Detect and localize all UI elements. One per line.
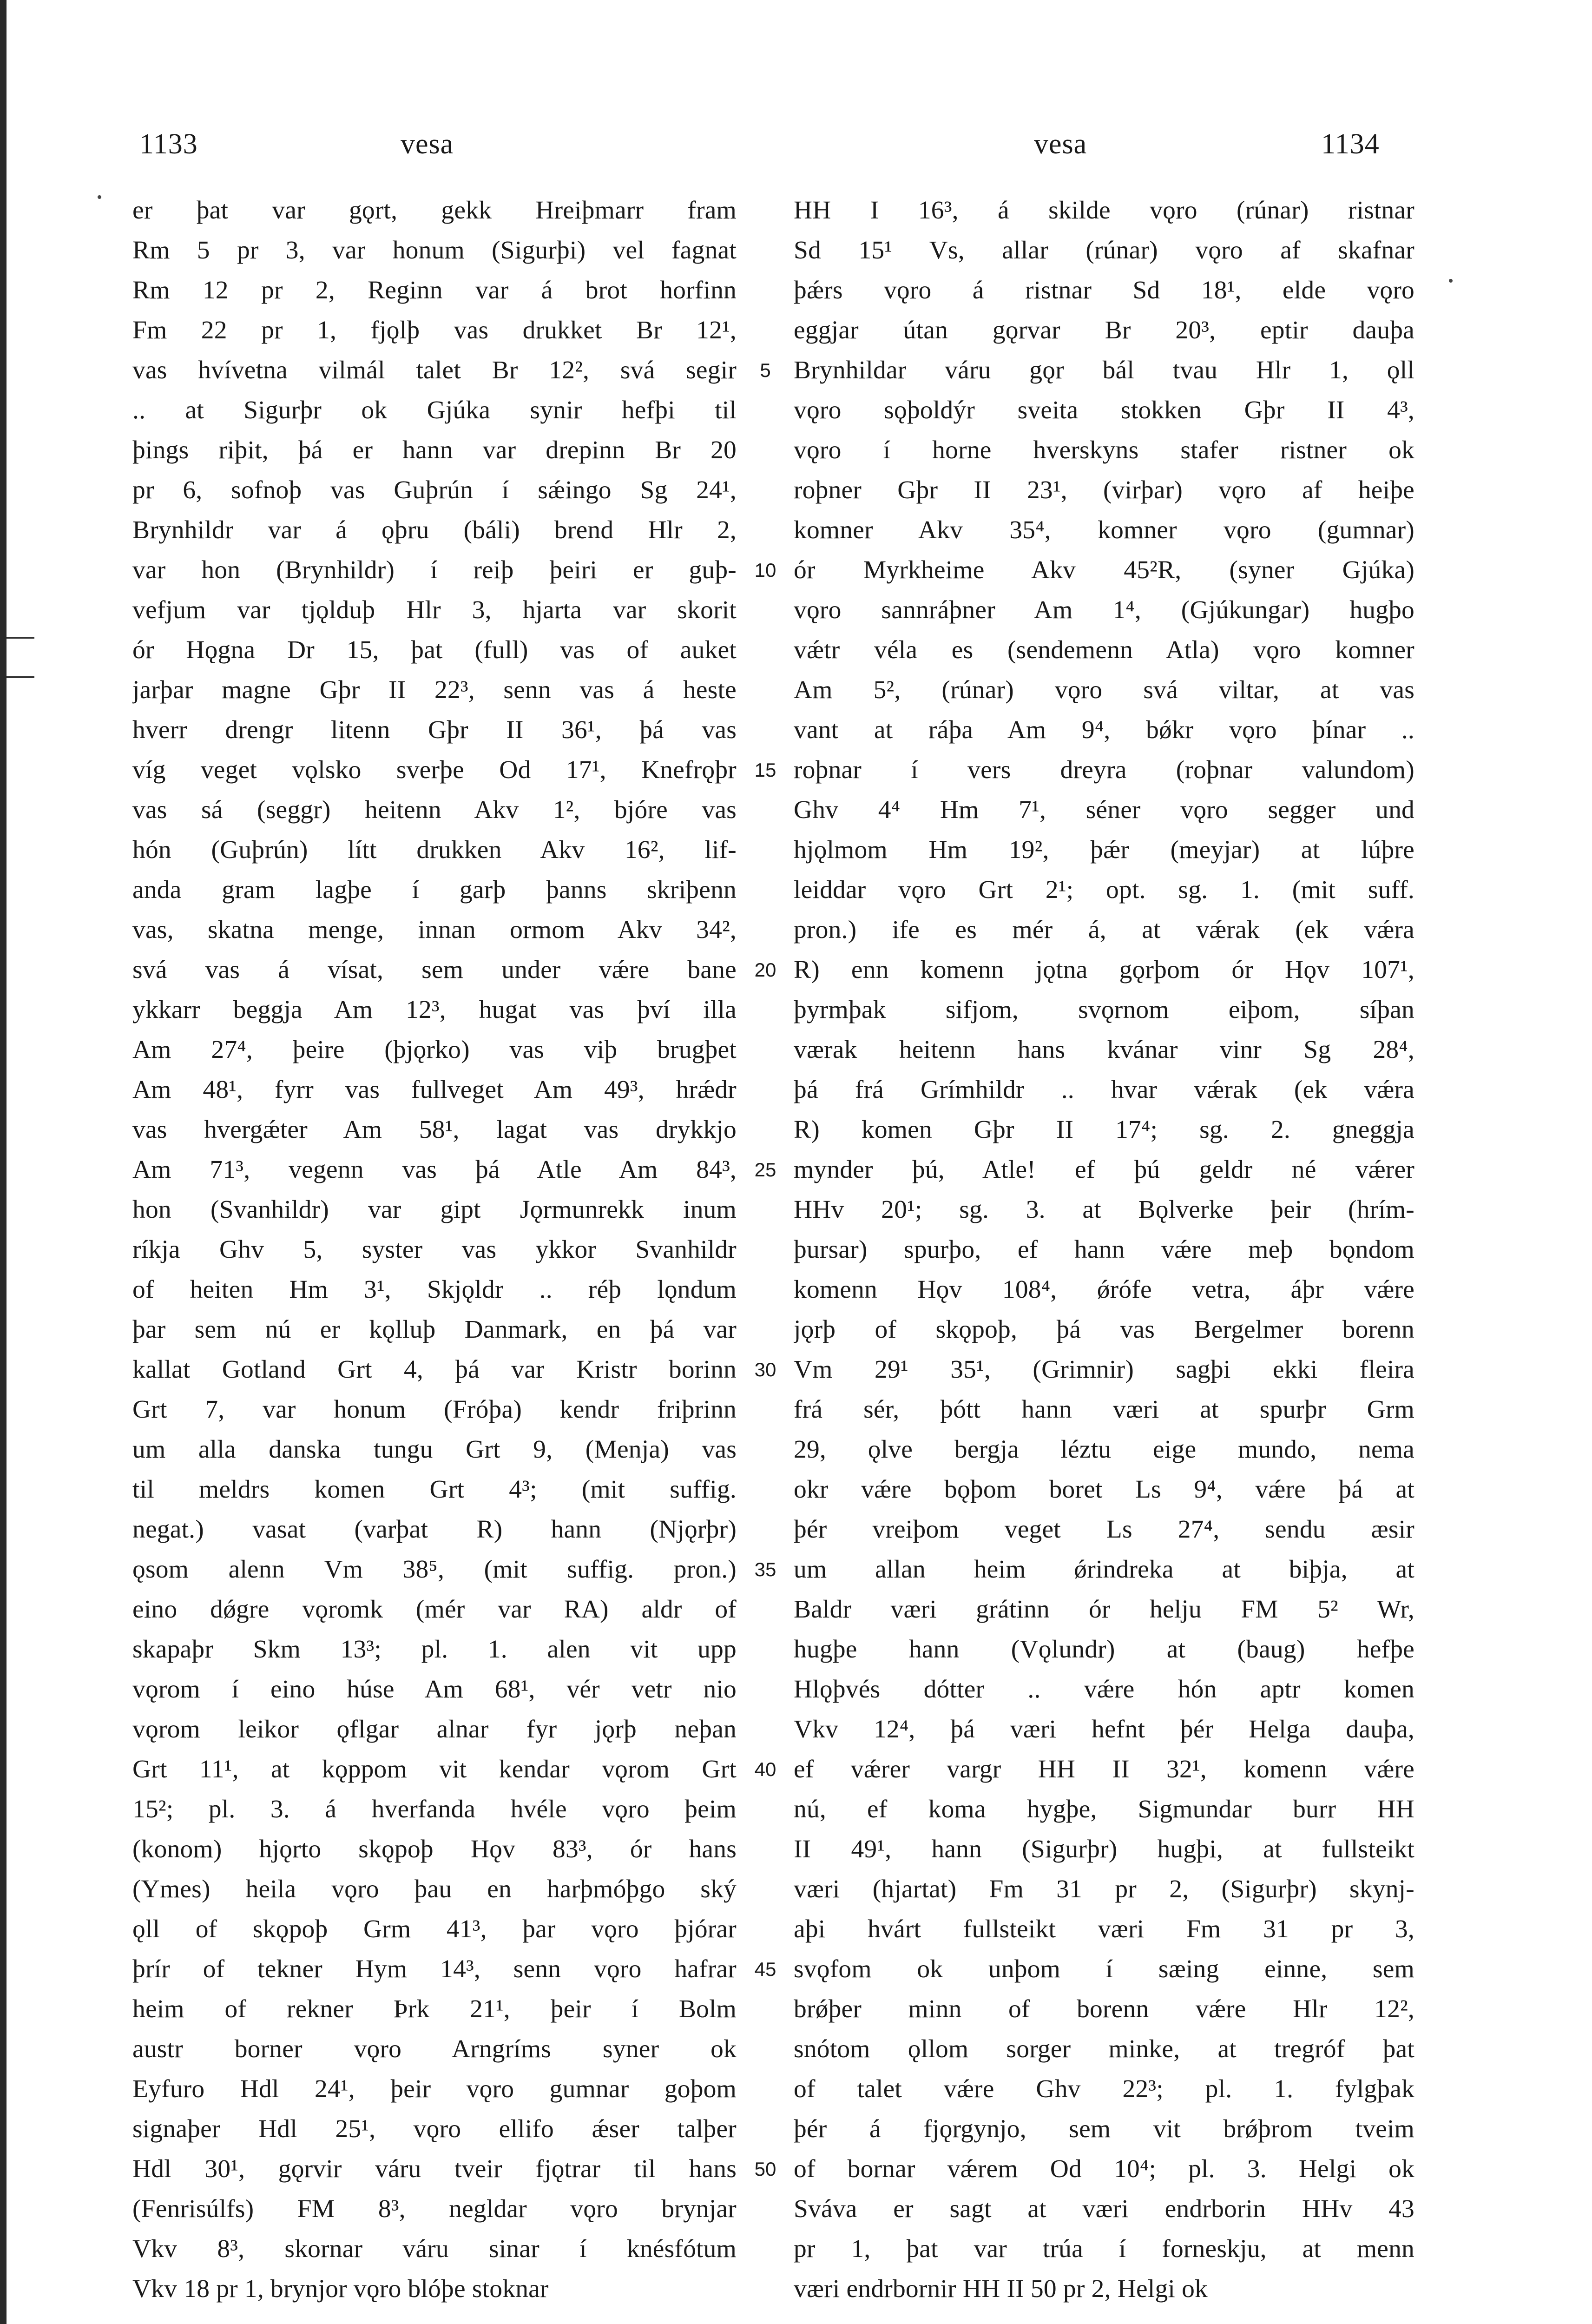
text-line: (konom) hjǫrto skǫpoþ Hǫv 83³, ór hans xyxy=(132,1835,737,1863)
text-line: um allan heim ǿrindreka at biþja, at xyxy=(794,1555,1414,1584)
text-line: skapaþr Skm 13³; pl. 1. alen vit upp xyxy=(132,1635,737,1664)
text-line: frá sér, þótt hann væri at spurþr Grm xyxy=(794,1395,1414,1424)
text-line: þursar) spurþo, ef hann vǽre meþ bǫndom xyxy=(794,1235,1414,1264)
text-line: ór Hǫgna Dr 15, þat (full) vas of auket xyxy=(132,636,737,664)
text-line: R) komen Gþr II 17⁴; sg. 2. gneggja xyxy=(794,1116,1414,1144)
text-line: hón (Guþrún) lítt drukken Akv 16², lif- xyxy=(132,836,737,864)
text-line: væri endrbornir HH II 50 pr 2, Helgi ok xyxy=(794,2275,1208,2303)
text-line: þér vreiþom veget Ls 27⁴, sendu æsir xyxy=(794,1515,1414,1544)
text-line: ǫsom alenn Vm 38⁵, (mit suffig. pron.) xyxy=(132,1555,737,1584)
text-line: of bornar vǽrem Od 10⁴; pl. 3. Helgi ok xyxy=(794,2155,1414,2183)
text-line: mynder þú, Atle! ef þú geldr né vǽrer xyxy=(794,1155,1414,1184)
text-line: Am 5², (rúnar) vǫro svá viltar, at vas xyxy=(794,676,1414,704)
text-line: 15²; pl. 3. á hverfanda hvéle vǫro þeim xyxy=(132,1795,737,1823)
text-line: roþner Gþr II 23¹, (virþar) vǫro af heiþe xyxy=(794,476,1414,504)
text-line: signaþer Hdl 25¹, vǫro ellifo ǽser talþer xyxy=(132,2115,737,2143)
text-line: vǫrom leikor ǫflgar alnar fyr jǫrþ neþan xyxy=(132,1715,737,1743)
text-line: Am 71³, vegenn vas þá Atle Am 84³, xyxy=(132,1155,737,1184)
text-line: komenn Hǫv 108⁴, ǿrófe vetra, áþr vǽre xyxy=(794,1275,1414,1304)
line-number: 10 xyxy=(754,559,776,581)
line-number: 15 xyxy=(754,759,776,781)
text-line: Fm 22 pr 1, fjǫlþ vas drukket Br 12¹, xyxy=(132,316,737,344)
text-line: væri (hjartat) Fm 31 pr 2, (Sigurþr) skynj- xyxy=(794,1875,1414,1903)
text-line: kallat Gotland Grt 4, þá var Kristr borinn xyxy=(132,1355,737,1384)
scan-dot xyxy=(98,195,101,199)
text-line: vǽtr véla es (sendemenn Atla) vǫro komner xyxy=(794,636,1414,664)
line-number: 30 xyxy=(754,1359,776,1380)
text-line: vant at ráþa Am 9⁴, bǿkr vǫro þínar .. xyxy=(794,716,1414,744)
text-line: aþi hvárt fullsteikt væri Fm 31 pr 3, xyxy=(794,1915,1414,1943)
text-line: Rm 5 pr 3, var honum (Sigurþi) vel fagnat xyxy=(132,236,737,264)
text-line: jǫrþ of skǫpoþ, þá vas Bergelmer borenn xyxy=(794,1315,1414,1344)
text-line: vǫrom í eino húse Am 68¹, vér vetr nio xyxy=(132,1675,737,1703)
text-line: þings riþit, þá er hann var drepinn Br 20 xyxy=(132,436,737,464)
text-line: .. at Sigurþr ok Gjúka synir hefþi til xyxy=(132,396,737,424)
text-line: vǫro í horne hverskyns stafer ristner ok xyxy=(794,436,1414,464)
text-line: (Ymes) heila vǫro þau en harþmóþgo ský xyxy=(132,1875,737,1903)
text-line: jarþar magne Gþr II 22³, senn vas á heste xyxy=(132,676,737,704)
line-number: 50 xyxy=(754,2158,776,2180)
text-line: pr 1, þat var trúa í forneskju, at menn xyxy=(794,2235,1414,2263)
scan-mark xyxy=(7,637,34,639)
text-line: vas hvívetna vilmál talet Br 12², svá segir xyxy=(132,356,737,384)
text-line: Rm 12 pr 2, Reginn var á brot horfinn xyxy=(132,276,737,304)
line-number: 20 xyxy=(754,959,776,981)
text-line: (Fenrisúlfs) FM 8³, negldar vǫro brynjar xyxy=(132,2195,737,2223)
text-line: Grt 7, var honum (Fróþa) kendr friþrinn xyxy=(132,1395,737,1424)
text-line: Grt 11¹, at kǫppom vit kendar vǫrom Grt xyxy=(132,1755,737,1783)
text-line: II 49¹, hann (Sigurþr) hugþi, at fullsteikt xyxy=(794,1835,1414,1863)
text-line: Vm 29¹ 35¹, (Grimnir) sagþi ekki fleira xyxy=(794,1355,1414,1384)
text-line: Am 48¹, fyrr vas fullveget Am 49³, hrǽdr xyxy=(132,1076,737,1104)
text-line: anda gram lagþe í garþ þanns skriþenn xyxy=(132,876,737,904)
text-column-right xyxy=(794,191,1414,2309)
text-line: R) enn komenn jǫtna gǫrþom ór Hǫv 107¹, xyxy=(794,956,1414,984)
text-line: Hdl 30¹, gǫrvir váru tveir fjǫtrar til hans xyxy=(132,2155,737,2183)
text-line: Vkv 18 pr 1, brynjor vǫro blóþe stoknar xyxy=(132,2275,549,2303)
text-line: hugþe hann (Vǫlundr) at (baug) hefþe xyxy=(794,1635,1414,1664)
text-line: of heiten Hm 3¹, Skjǫldr .. réþ lǫndum xyxy=(132,1275,737,1304)
text-line: heim of rekner Þrk 21¹, þeir í Bolm xyxy=(132,1995,737,2023)
text-line: værak heitenn hans kvánar vinr Sg 28⁴, xyxy=(794,1036,1414,1064)
text-line: ef vǽrer vargr HH II 32¹, komenn vǽre xyxy=(794,1755,1414,1783)
text-line: vefjum var tjǫlduþ Hlr 3, hjarta var skorit xyxy=(132,596,737,624)
line-number: 40 xyxy=(754,1758,776,1780)
text-line: vǫro sǫþoldýr sveita stokken Gþr II 4³, xyxy=(794,396,1414,424)
text-line: eggjar útan gǫrvar Br 20³, eptir dauþa xyxy=(794,316,1414,344)
scan-mark xyxy=(7,676,34,678)
text-line: Brynhildar váru gǫr bál tvau Hlr 1, ǫll xyxy=(794,356,1414,384)
text-line: ǫll of skǫpoþ Grm 41³, þar vǫro þjórar xyxy=(132,1915,737,1943)
text-line: roþnar í vers dreyra (roþnar valundom) xyxy=(794,756,1414,784)
text-line: um alla danska tungu Grt 9, (Menja) vas xyxy=(132,1435,737,1464)
text-line: til meldrs komen Grt 4³; (mit suffig. xyxy=(132,1475,737,1504)
text-line: svá vas á vísat, sem under vǽre bane xyxy=(132,956,737,984)
text-line: of talet vǽre Ghv 22³; pl. 1. fylgþak xyxy=(794,2075,1414,2103)
text-line: Hlǫþvés dótter .. vǽre hón aptr komen xyxy=(794,1675,1414,1703)
page-number-left: 1133 xyxy=(139,128,198,160)
text-line: þyrmþak sifjom, svǫrnom eiþom, síþan xyxy=(794,996,1414,1024)
text-line: þǽrs vǫro á ristnar Sd 18¹, elde vǫro xyxy=(794,276,1414,304)
scan-edge xyxy=(0,0,7,2324)
line-number: 45 xyxy=(754,1958,776,1980)
text-line: hverr drengr litenn Gþr II 36¹, þá vas xyxy=(132,716,737,744)
text-line: eino dǿgre vǫromk (mér var RA) aldr of xyxy=(132,1595,737,1624)
text-line: þar sem nú er kǫlluþ Danmark, en þá var xyxy=(132,1315,737,1344)
text-line: þér á fjǫrgynjo, sem vit brǿþrom tveim xyxy=(794,2115,1414,2143)
text-line: HH I 16³, á skilde vǫro (rúnar) ristnar xyxy=(794,196,1414,224)
text-line: vǫro sannráþner Am 1⁴, (Gjúkungar) hugþo xyxy=(794,596,1414,624)
text-line: Vkv 12⁴, þá væri hefnt þér Helga dauþa, xyxy=(794,1715,1414,1743)
text-line: þrír of tekner Hym 14³, senn vǫro hafrar xyxy=(132,1955,737,1983)
line-number: 5 xyxy=(760,359,771,381)
text-line: nú, ef koma hygþe, Sigmundar burr HH xyxy=(794,1795,1414,1823)
text-line: Am 27⁴, þeire (þjǫrko) vas viþ brugþet xyxy=(132,1036,737,1064)
text-line: Eyfuro Hdl 24¹, þeir vǫro gumnar goþom xyxy=(132,2075,737,2103)
text-line: Ghv 4⁴ Hm 7¹, séner vǫro segger und xyxy=(794,796,1414,824)
line-number: 35 xyxy=(754,1558,776,1580)
running-head-right: vesa xyxy=(1034,128,1087,160)
text-line: hon (Svanhildr) var gipt Jǫrmunrekk inum xyxy=(132,1195,737,1224)
text-line: Vkv 8³, skornar váru sinar í knésfótum xyxy=(132,2235,737,2263)
text-line: Sd 15¹ Vs, allar (rúnar) vǫro af skafnar xyxy=(794,236,1414,264)
text-line: er þat var gǫrt, gekk Hreiþmarr fram xyxy=(132,196,737,224)
text-line: var hon (Brynhildr) í reiþ þeiri er guþ- xyxy=(132,556,737,584)
text-line: vas, skatna menge, innan ormom Akv 34², xyxy=(132,916,737,944)
text-line: 29, ǫlve bergja léztu eige mundo, nema xyxy=(794,1435,1414,1464)
text-line: vas hvergǽter Am 58¹, lagat vas drykkjo xyxy=(132,1116,737,1144)
text-line: komner Akv 35⁴, komner vǫro (gumnar) xyxy=(794,516,1414,544)
text-line: ykkarr beggja Am 12³, hugat vas því illa xyxy=(132,996,737,1024)
text-line: Brynhildr var á ǫþru (báli) brend Hlr 2, xyxy=(132,516,737,544)
text-line: svǫfom ok unþom í sæing einne, sem xyxy=(794,1955,1414,1983)
text-line: Baldr væri grátinn ór helju FM 5² Wr, xyxy=(794,1595,1414,1624)
text-line: okr vǽre bǫþom boret Ls 9⁴, vǽre þá at xyxy=(794,1475,1414,1504)
text-line: pr 6, sofnoþ vas Guþrún í sǽingo Sg 24¹, xyxy=(132,476,737,504)
text-line: brǿþer minn of borenn vǽre Hlr 12², xyxy=(794,1995,1414,2023)
text-line: leiddar vǫro Grt 2¹; opt. sg. 1. (mit suff. xyxy=(794,876,1414,904)
text-line: negat.) vasat (varþat R) hann (Njǫrþr) xyxy=(132,1515,737,1544)
text-line: þá frá Grímhildr .. hvar vǽrak (ek vǽra xyxy=(794,1076,1414,1104)
text-line: snótom ǫllom sorger minke, at tregróf þat xyxy=(794,2035,1414,2063)
text-line: hjǫlmom Hm 19², þǽr (meyjar) at lúþre xyxy=(794,836,1414,864)
text-line: pron.) ife es mér á, at vǽrak (ek vǽra xyxy=(794,916,1414,944)
text-line: Sváva er sagt at væri endrborin HHv 43 xyxy=(794,2195,1414,2223)
text-line: HHv 20¹; sg. 3. at Bǫlverke þeir (hrím- xyxy=(794,1195,1414,1224)
text-line: ór Myrkheime Akv 45²R, (syner Gjúka) xyxy=(794,556,1414,584)
line-number: 25 xyxy=(754,1159,776,1181)
scan-dot xyxy=(1449,279,1453,283)
text-line: ríkja Ghv 5, syster vas ykkor Svanhildr xyxy=(132,1235,737,1264)
page-number-right: 1134 xyxy=(1321,128,1380,160)
text-column-left xyxy=(132,191,737,2309)
text-line: vas sá (seggr) heitenn Akv 1², bjóre vas xyxy=(132,796,737,824)
text-line: austr borner vǫro Arngríms syner ok xyxy=(132,2035,737,2063)
text-line: víg veget vǫlsko sverþe Od 17¹, Knefrǫþr xyxy=(132,756,737,784)
running-head-left: vesa xyxy=(401,128,454,160)
